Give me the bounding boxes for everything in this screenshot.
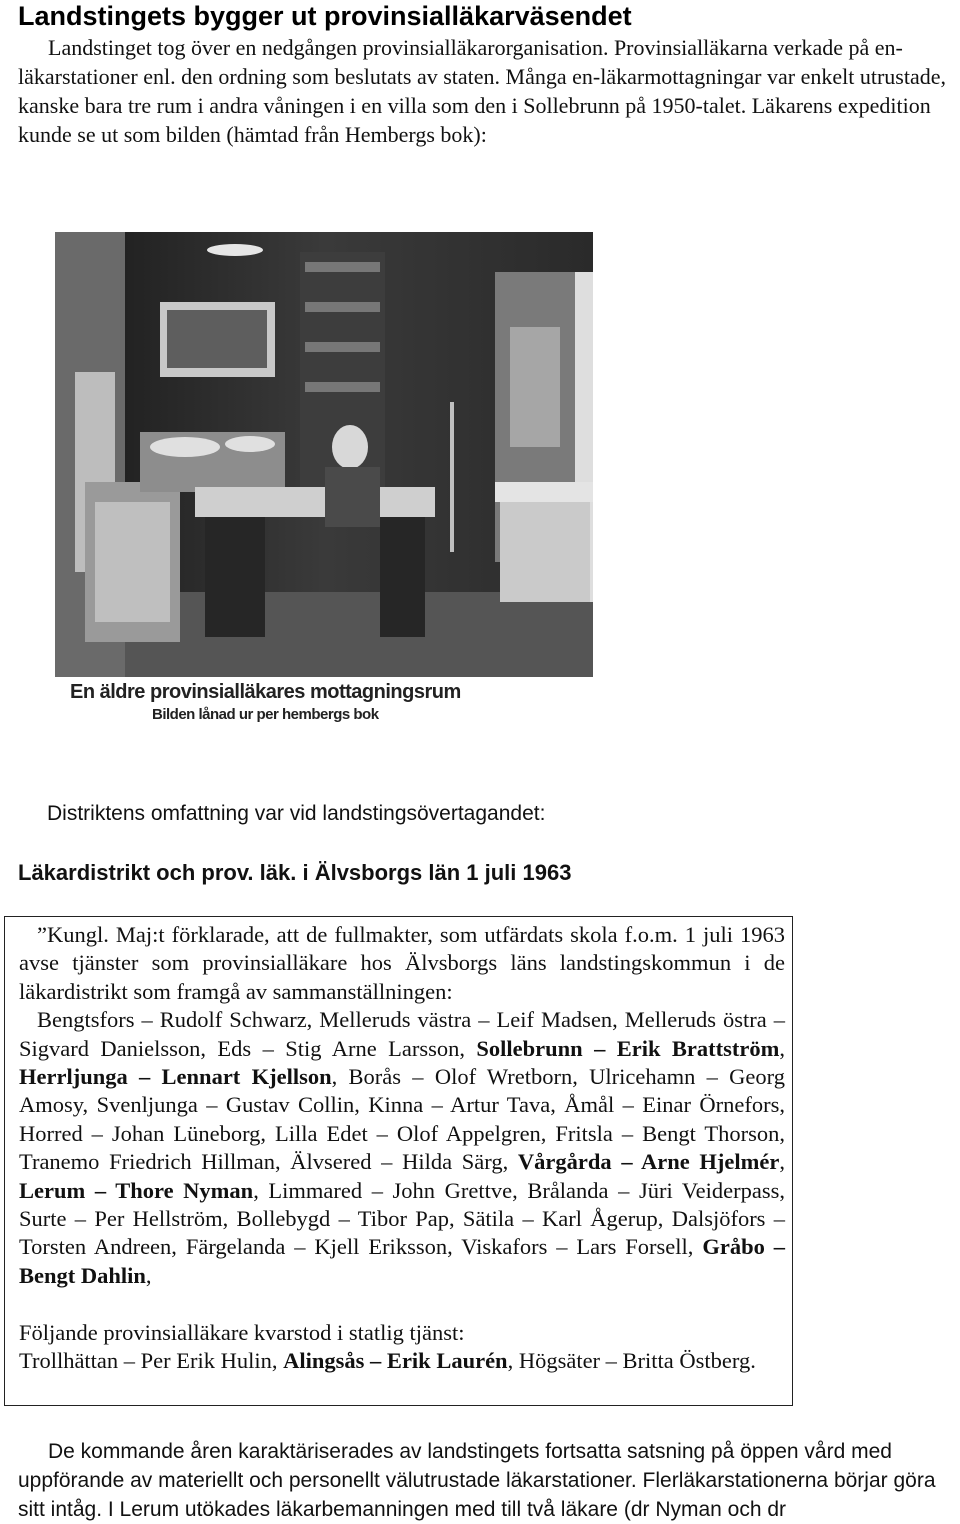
district-highlight: Lerum – Thore Nyman (19, 1177, 254, 1203)
district-highlight: Sollebrunn – Erik Brattström (476, 1035, 780, 1061)
state-service-list (19, 1347, 785, 1375)
state-highlight: Alingsås – Erik Laurén (283, 1348, 508, 1373)
decree-box (4, 916, 793, 1406)
state-service-note: Följande provinsialläkare kvarstod i statlig tjänst: (19, 1320, 465, 1345)
article-heading: Landstingets bygger ut provinsialläkarväsendet (18, 1, 632, 31)
district-highlight: Gråbo – Bengt Dahlin (19, 1234, 785, 1288)
district-list-part: , (779, 1035, 786, 1061)
district-list-part: , (145, 1262, 152, 1288)
state-list-part: Trollhättan – Per Erik Hulin, (19, 1348, 284, 1373)
decree-text (19, 921, 785, 1290)
closing-paragraph: De kommande åren karaktäriserades av landstingets fortsatta satsning på öppen vård med uppförande av materiellt och personellt välutrustade läkarstationer. Flerläkarstationerna börjar göra sitt intåg. I Lerum utökades läkarbemanningen med till två läkare (dr Nyman och dr (18, 1440, 936, 1521)
photo-credit: Bilden lånad ur per hembergs bok (152, 706, 379, 723)
decree-opening: ”Kungl. Maj:t förklarade, att de fullmakter, som utfärdats skola f.o.m. 1 juli 1963 avse tjänster som provinsialläkare hos Älvsborgs läns landstingskommun i de läkardistrikt som framgå av sammanställningen: (19, 922, 785, 1004)
state-list-part: , Högsäter – Britta Östberg. (507, 1348, 756, 1373)
intro-paragraph: Landstinget tog över en nedgången provinsialläkarorganisation. Provinsialläkarna verkade på en-läkarstationer enl. den ordning som beslutats av staten. Många en-läkarmottagningar var enkelt utrustade, kanske bara tre rum i andra våningen i en villa som den i Sollebrunn på 1950-talet. Läkarens expedition kunde se ut som bilden (hämtad från Hembergs bok): (18, 35, 946, 147)
historical-photo (55, 232, 593, 720)
district-list-part: , (779, 1149, 785, 1175)
district-list-title: Läkardistrikt och prov. läk. i Älvsborgs län 1 juli 1963 (18, 860, 572, 885)
photo-caption: En äldre provinsialläkares mottagningsrum (70, 681, 461, 703)
districts-note: Distriktens omfattning var vid landstingsövertagandet: (47, 802, 546, 825)
district-highlight: Vårgårda – Arne Hjelmér (517, 1149, 780, 1175)
district-list-part: , Borås – Olof Wretborn, Ulricehamn – Georg Amosy, Svenljunga – Gustav Collin, Kinna – Artur Tava, Åmål – Einar Örnefors, Horred – Johan Lüneborg, Lilla Edet – Olof Appelgren, Fritsla – Bengt Thorson, Tranemo Friedrich Hillman, Älvsered – Hilda Särg, (19, 1064, 785, 1175)
district-list-part: , Limmared – John Grettve, Brålanda – Jüri Veiderpass, Surte – Per Hellström, Bollebygd – Tibor Pap, Sätila – Karl Ågerup, Dalsjöfors – Torsten Andreen, Färgelanda – Kjell Eriksson, Viskafors – Lars Forsell, (19, 1177, 785, 1260)
district-list-part: Bengtsfors – Rudolf Schwarz, Melleruds västra – Leif Madsen, Melleruds östra – Sigvard Danielsson, Eds – Stig Arne Larsson, (19, 1007, 785, 1061)
district-highlight: Herrljunga – Lennart Kjellson (19, 1064, 332, 1090)
